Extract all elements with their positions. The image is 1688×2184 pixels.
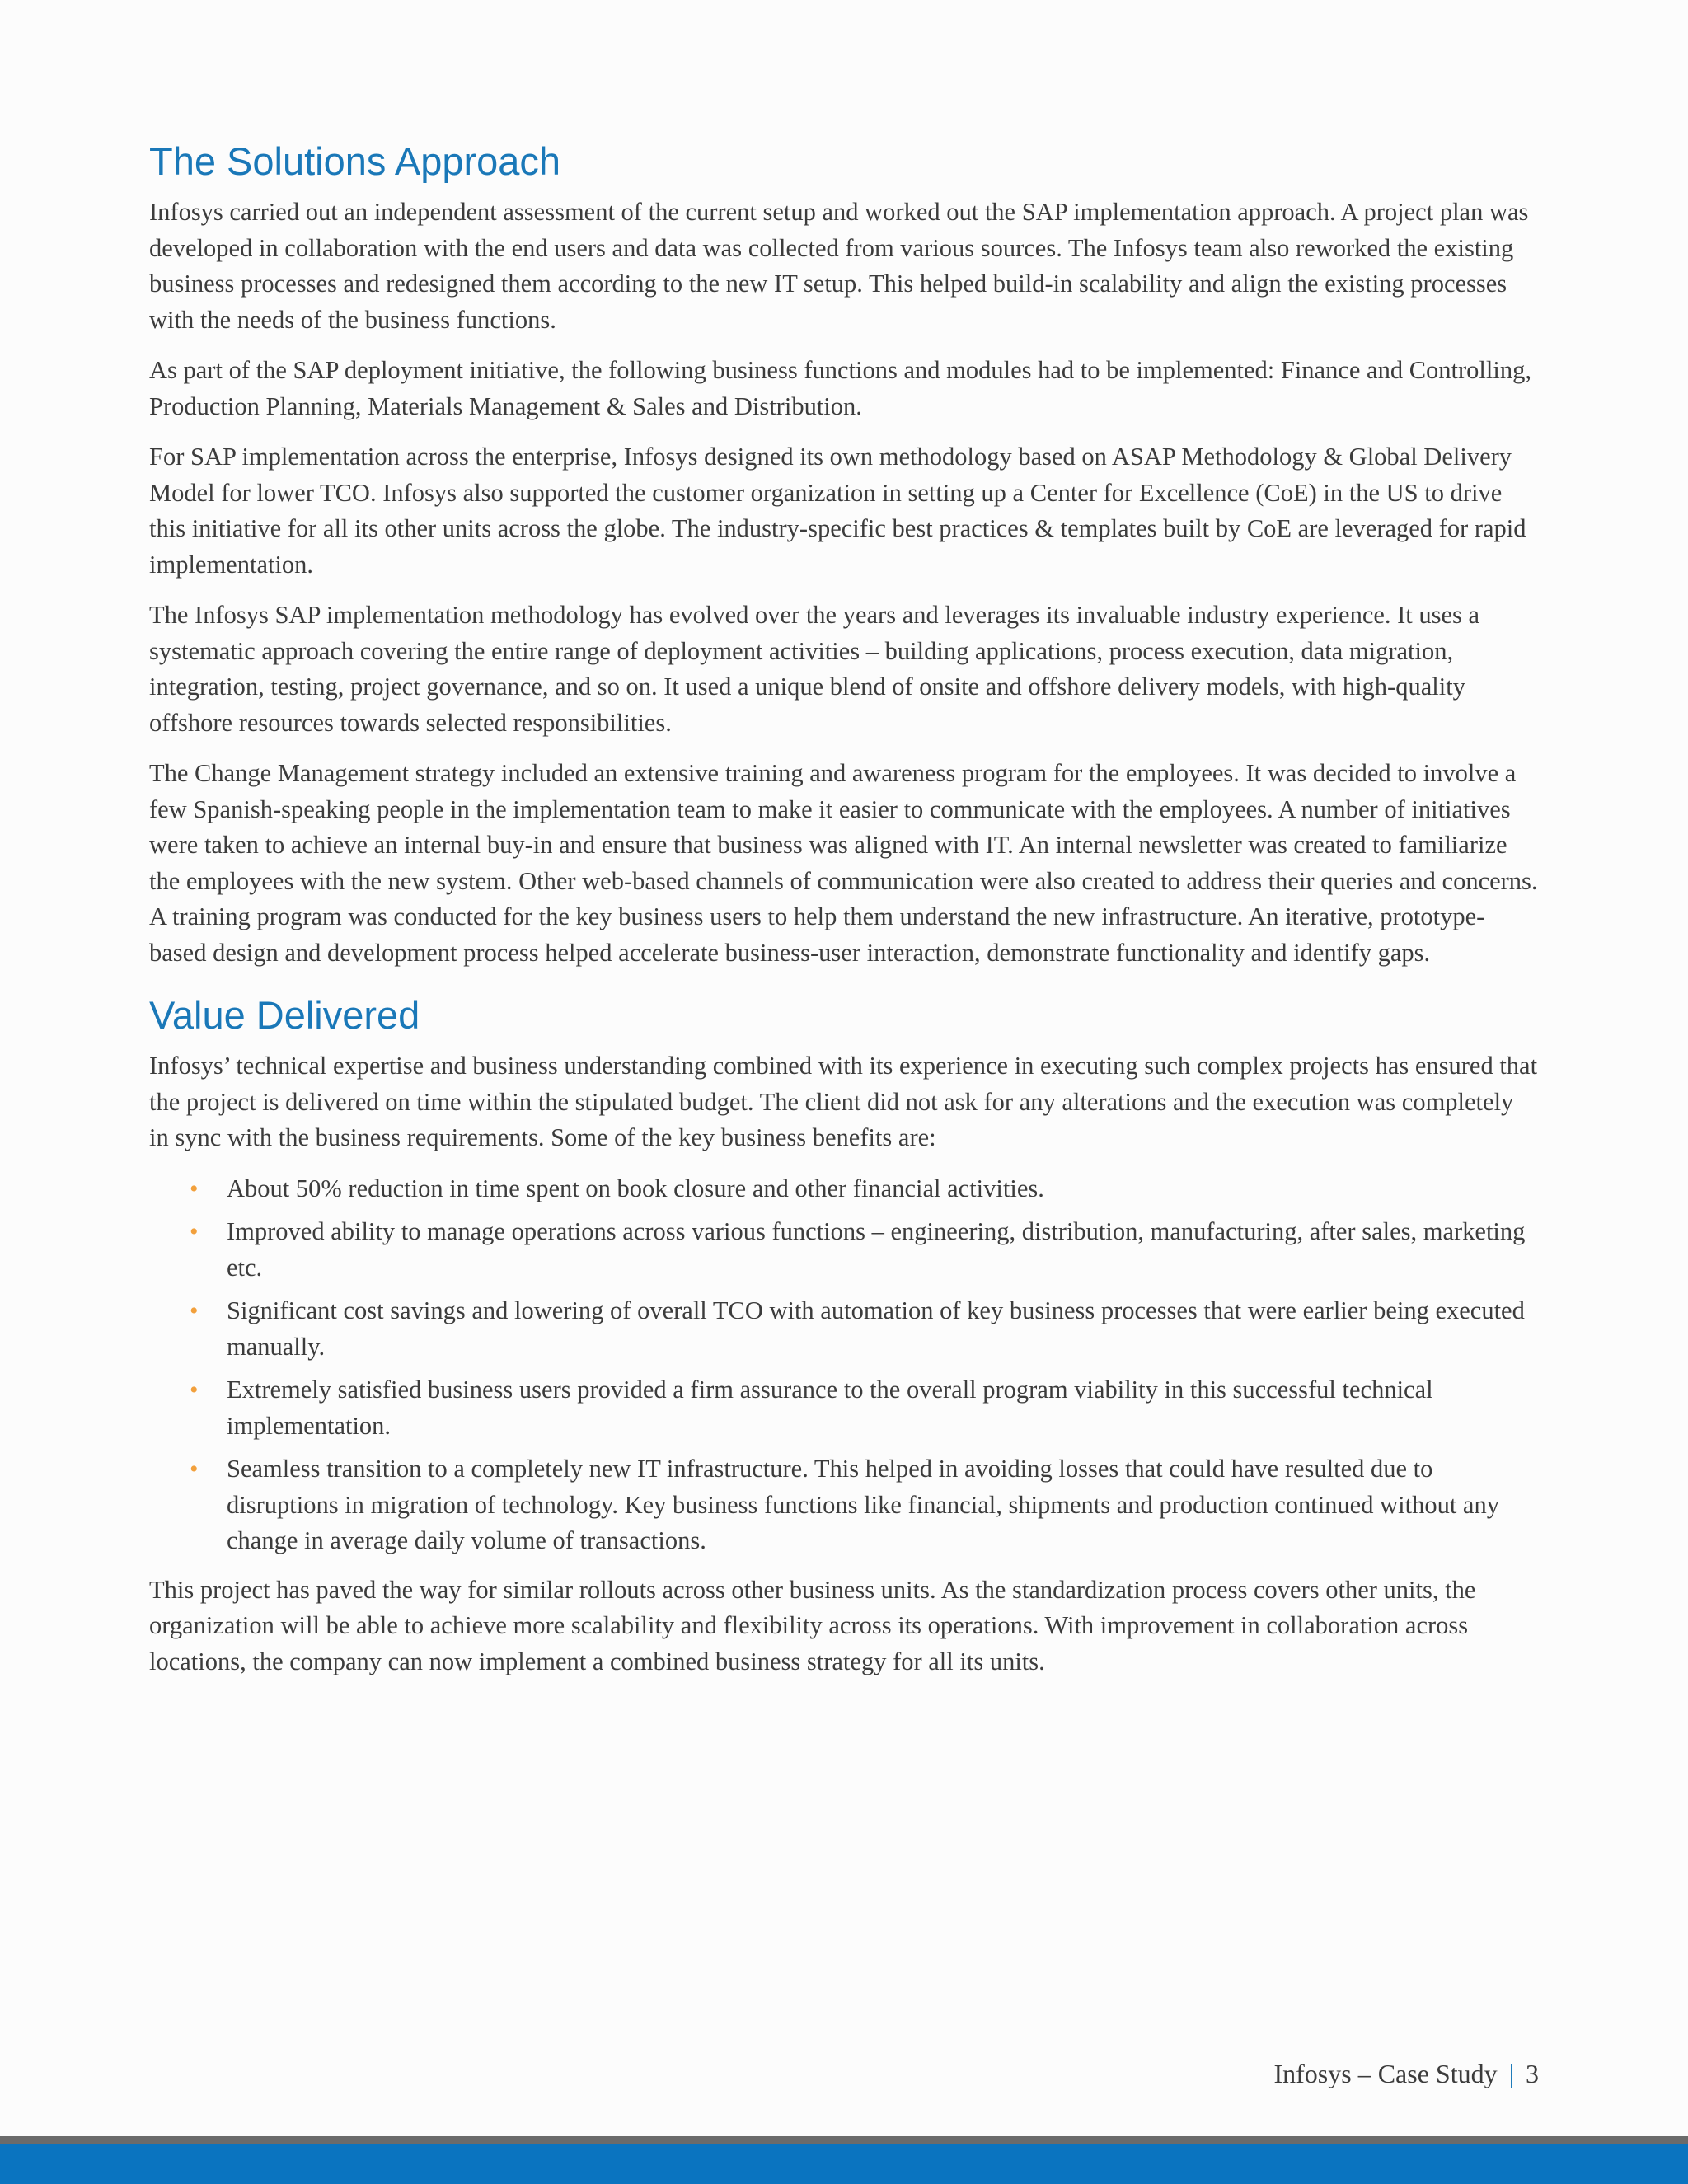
bullet-icon: • [190, 1174, 199, 1202]
benefit-item [149, 1293, 1538, 1365]
solutions-paragraph: Infosys carried out an independent assessment of the current setup and worked out the SAP implementation approach. A project plan was developed in collaboration with the end users and data was collected from various sources. The Infosys team also reworked the existing business processes and redesigned them according to the new IT setup. This helped build-in scalability and align the existing processes with the needs of the business functions. [149, 198, 1529, 334]
solutions-paragraph: The Change Management strategy included an extensive training and awareness program for the employees. It was decided to involve a few Spanish-speaking people in the implementation team to make it easier to communicate with the employees. A number of initiatives were taken to achieve an internal buy-in and ensure that business was aligned with IT. An internal newsletter was created to familiarize the employees with the new system. Other web-based channels of communication were also created to address their queries and concerns. A training program was conducted for the key business users to help them understand the new infrastructure. An iterative, prototype-based design and development process helped accelerate business-user interaction, demonstrate functionality and identify gaps. [149, 759, 1538, 967]
benefit-item [149, 1171, 1538, 1207]
benefits-list [149, 1171, 1538, 1559]
bullet-icon: • [190, 1297, 199, 1324]
benefit-item [149, 1372, 1538, 1444]
benefit-text: Significant cost savings and lowering of overall TCO with automation of key business processes that were earlier being executed manually. [227, 1296, 1525, 1361]
benefit-text: Improved ability to manage operations across various functions – engineering, distribution, manufacturing, after sales, marketing etc. [227, 1217, 1526, 1282]
benefit-text: Extremely satisfied business users provided a firm assurance to the overall program viability in this successful technical implementation. [227, 1376, 1433, 1440]
footer-separator: | [1508, 2059, 1514, 2088]
footer-label: Infosys – Case Study [1273, 2059, 1498, 2088]
page-number: 3 [1526, 2059, 1539, 2088]
value-closing: This project has paved the way for similar rollouts across other business units. As the standardization process covers other units, the organization will be able to achieve more scalability and flexibility across its operations. With improvement in collaboration across locations, the company can now implement a combined business strategy for all its units. [149, 1575, 1476, 1675]
bullet-icon: • [190, 1455, 199, 1483]
solutions-paragraph: The Infosys SAP implementation methodology has evolved over the years and leverages its invaluable industry experience. It uses a systematic approach covering the entire range of deployment activities – building applications, process execution, data migration, integration, testing, project governance, and so on. It used a unique blend of onsite and offshore delivery models, with high-quality offshore resources towards selected responsibilities. [149, 601, 1480, 737]
footer-band-gray [0, 2136, 1688, 2144]
page-footer [1273, 2057, 1539, 2090]
benefit-text: Seamless transition to a completely new IT infrastructure. This helped in avoiding losses that could have resulted due to disruptions in migration of technology. Key business functions like financial, shipments and production continued without any change in average daily volume of transactions. [227, 1455, 1499, 1554]
value-intro: Infosys’ technical expertise and business understanding combined with its experience in executing such complex projects has ensured that the project is delivered on time within the stipulated budget. The client did not ask for any alterations and the execution was completely in sync with the business requirements. Some of the key business benefits are: [149, 1052, 1538, 1151]
bullet-icon: • [190, 1376, 199, 1404]
page-content [149, 138, 1538, 1694]
benefit-item [149, 1214, 1538, 1286]
benefit-text: About 50% reduction in time spent on book closure and other financial activities. [227, 1174, 1044, 1202]
solutions-paragraph: For SAP implementation across the enterprise, Infosys designed its own methodology based on ASAP Methodology & Global Delivery Model for lower TCO. Infosys also supported the customer organization in setting up a Center for Excellence (CoE) in the US to drive this initiative for all its other units across the globe. The industry-specific best practices & templates built by CoE are leveraged for rapid implementation. [149, 443, 1526, 579]
value-heading: Value Delivered [149, 993, 420, 1037]
footer-band-blue [0, 2144, 1688, 2184]
solutions-heading: The Solutions Approach [149, 139, 561, 183]
bullet-icon: • [190, 1218, 199, 1245]
solutions-paragraph: As part of the SAP deployment initiative, the following business functions and modules had to be implemented: Finance and Controlling, Production Planning, Materials Management & Sales and Distribution. [149, 356, 1531, 420]
benefit-item [149, 1451, 1538, 1559]
